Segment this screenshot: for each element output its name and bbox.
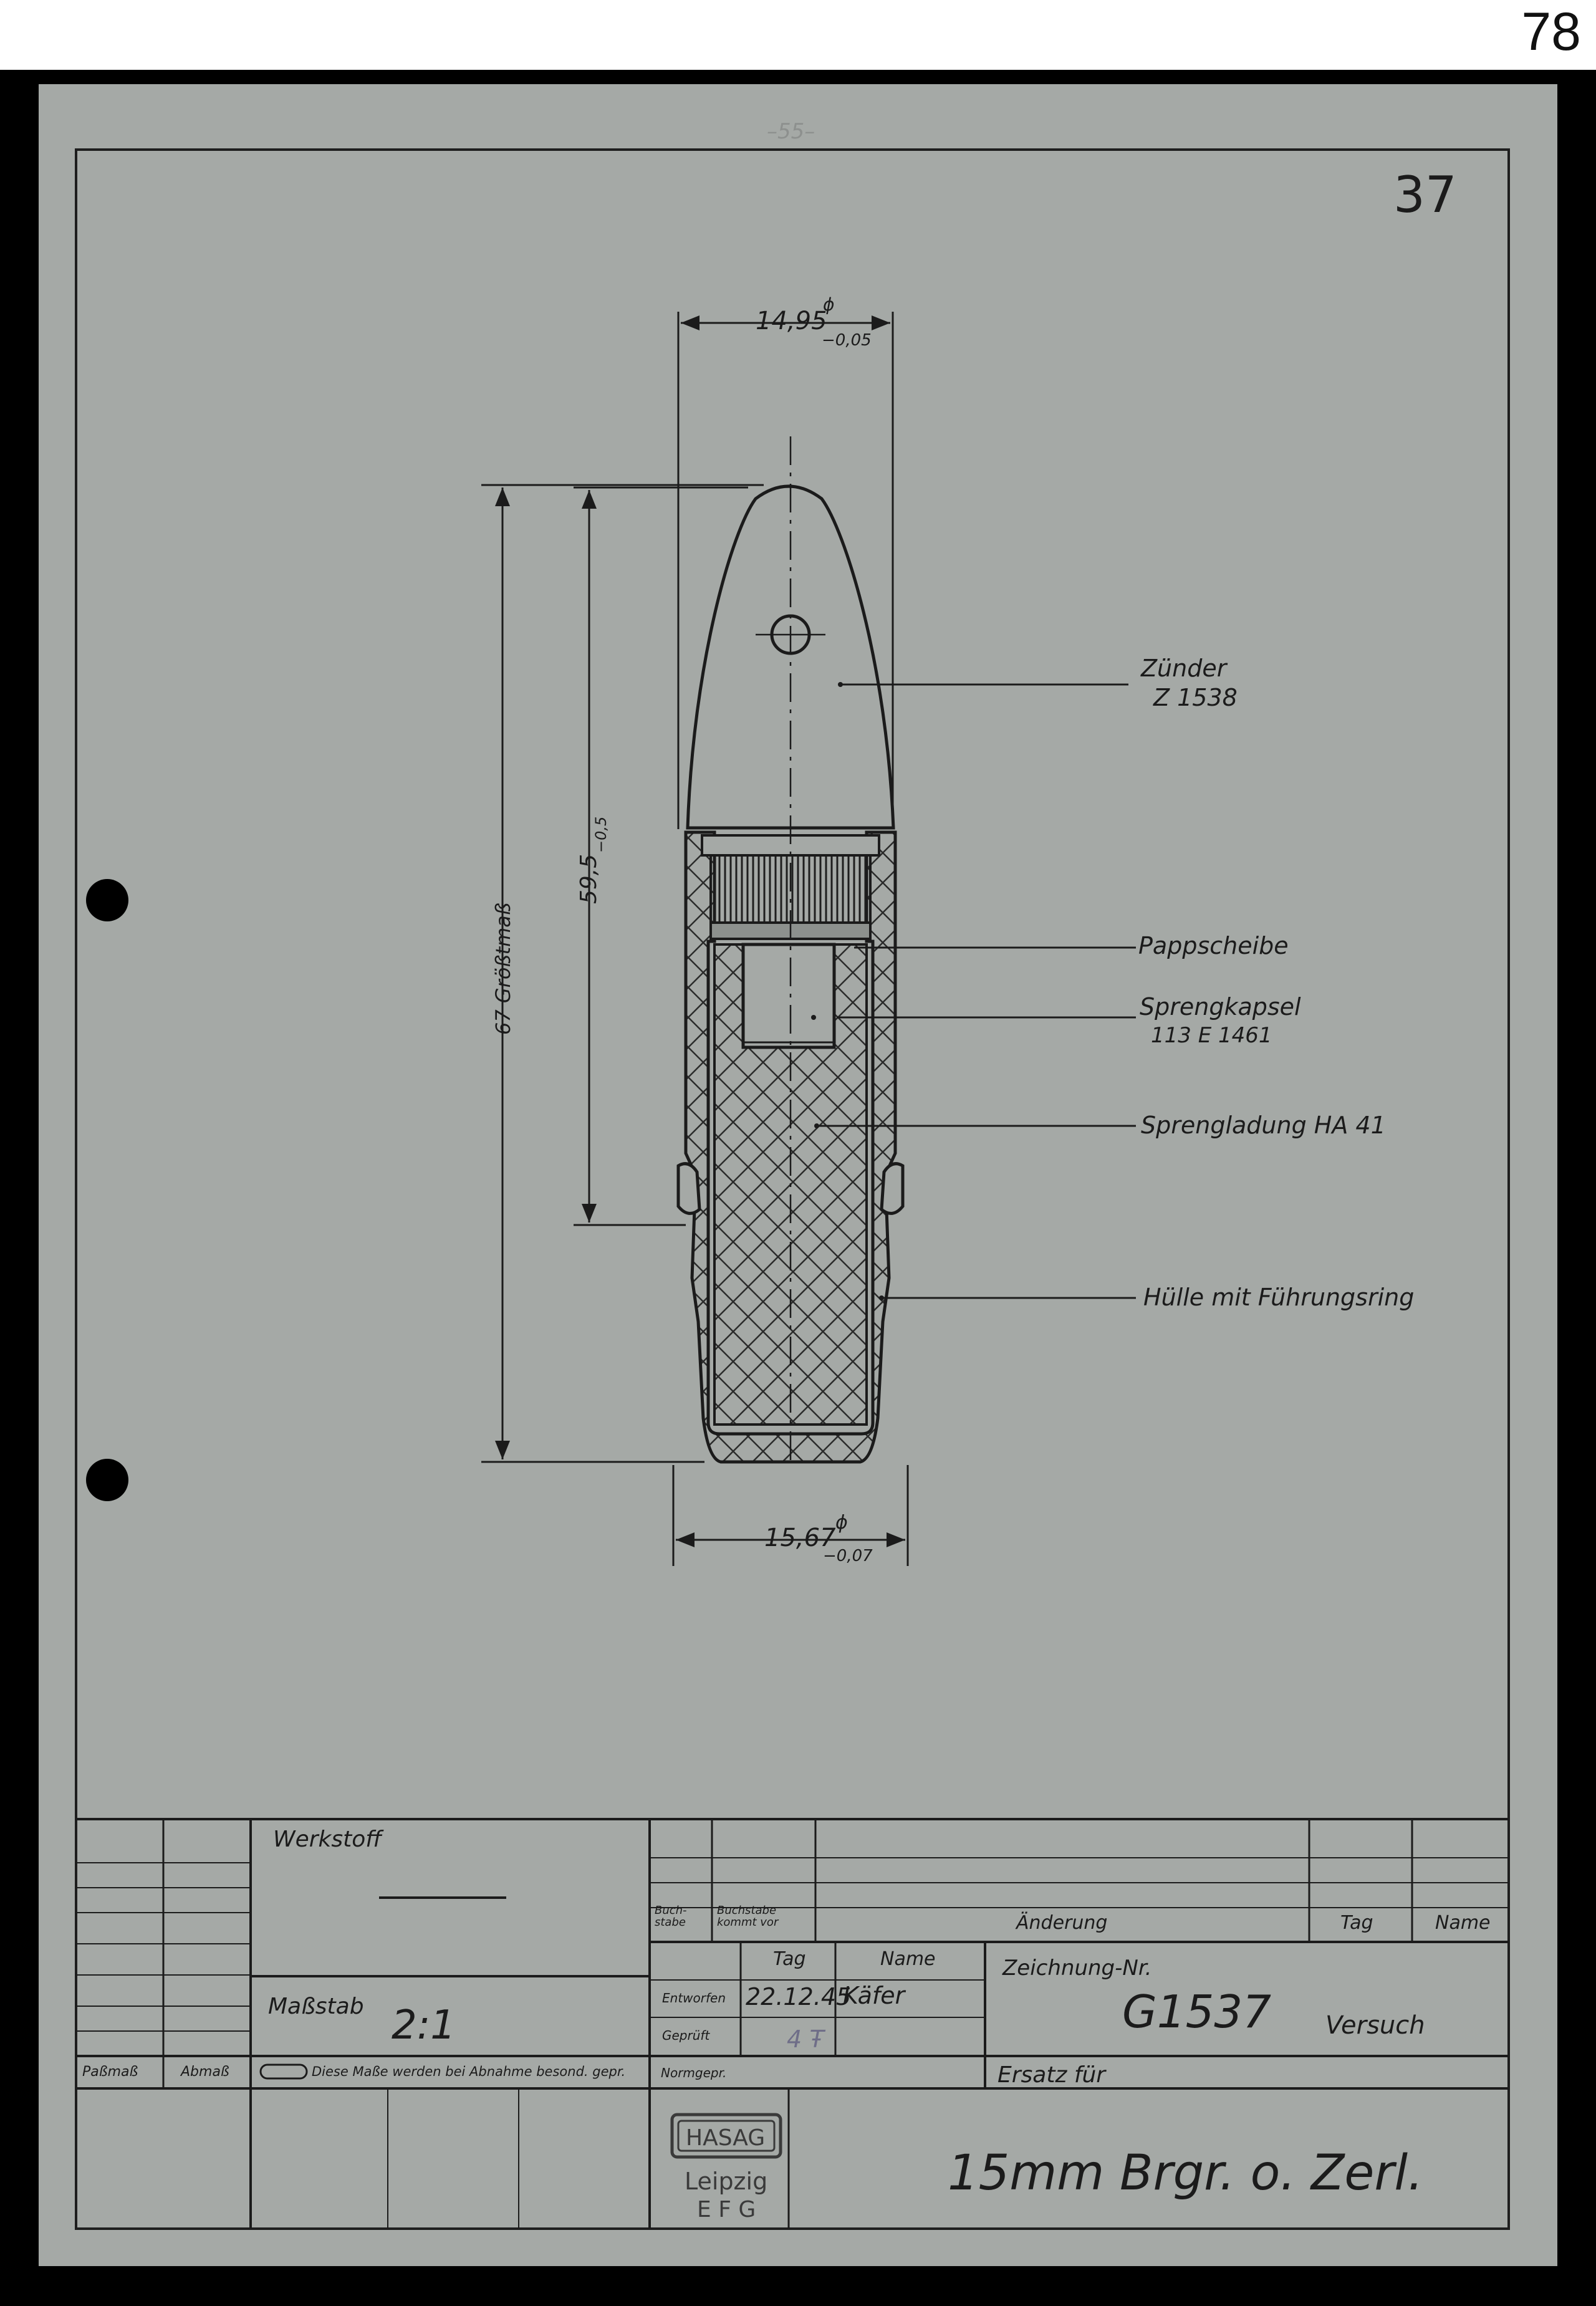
bottom-diameter-tolerance: −0,07 [823, 1547, 873, 1565]
standards-check-label: Normgepr. [661, 2065, 727, 2080]
drawing-number-label: Zeichnung-Nr. [1002, 1956, 1152, 1981]
label-detonator: Sprengkapsel [1140, 993, 1301, 1021]
drawing-number: G1537 [1122, 1986, 1272, 2038]
logo-city: Leipzig [685, 2168, 768, 2195]
projectile-section [678, 436, 903, 1462]
letter-reference-column-header: Buchstabe kommt vor [717, 1904, 779, 1929]
change-name-header: Name [1435, 1912, 1491, 1934]
sheet-number: 37 [1393, 166, 1457, 224]
checked-initials: 4 Ŧ [787, 2025, 824, 2053]
faint-sheet-mark: –55– [767, 119, 815, 144]
tolerance-note: Diese Maße werden bei Abnahme besond. gepr. [312, 2064, 626, 2079]
label-explosive-charge: Sprengladung HA 41 [1141, 1112, 1386, 1139]
label-fuze-type: Z 1538 [1153, 684, 1238, 711]
bottom-diameter-value: 15,67 [764, 1524, 836, 1552]
drawing-title: 15mm Brgr. o. Zerl. [948, 2145, 1423, 2201]
label-casing: Hülle mit Führungsring [1143, 1284, 1415, 1311]
bottom-diameter-symbol: ϕ [835, 1512, 848, 1534]
driving-band-right [882, 1164, 903, 1214]
driving-band-left [678, 1164, 699, 1214]
material-label: Werkstoff [273, 1827, 382, 1852]
logo-subtitle: E F G [697, 2197, 756, 2222]
hasag-logo [672, 2115, 781, 2222]
fit-label: Paßmaß [82, 2064, 138, 2080]
deviation-label: Abmaß [181, 2064, 229, 2080]
top-diameter-tolerance: −0,05 [822, 331, 872, 350]
detonator-cap [743, 944, 834, 1047]
checked-label: Geprüft [662, 2028, 710, 2043]
designed-label: Entworfen [662, 1991, 726, 2006]
logo-wordmark: HASAG [686, 2125, 766, 2151]
designed-date: 22.12.45 [746, 1983, 852, 2011]
label-fuze: Zünder [1141, 655, 1227, 682]
page-number: 78 [1521, 2, 1581, 62]
change-day-header: Tag [1340, 1912, 1373, 1934]
drawing-status: Versuch [1325, 2011, 1425, 2040]
inner-length-value: 59,5 [576, 853, 602, 904]
letter-column-header: Buch-stabe [655, 1904, 687, 1929]
total-length-value: 67 Größtmaß [491, 902, 515, 1035]
signoff-day-header: Tag [773, 1948, 806, 1970]
label-detonator-type: 113 E 1461 [1151, 1023, 1272, 1048]
replacement-label: Ersatz für [998, 2062, 1106, 2088]
scale-label: Maßstab [268, 1994, 364, 2019]
signoff-name-header: Name [880, 1948, 936, 1970]
top-diameter-symbol: ϕ [823, 294, 835, 315]
inner-length-tolerance: −0,5 [592, 816, 610, 853]
label-cardboard-disc: Pappscheibe [1138, 932, 1289, 959]
scale-value: 2:1 [392, 2002, 456, 2049]
top-diameter-value: 14,95 [756, 307, 827, 335]
change-column-header: Änderung [1016, 1912, 1108, 1934]
tolerance-note-oval [261, 2065, 307, 2078]
designed-signature: Käfer [843, 1982, 905, 2009]
